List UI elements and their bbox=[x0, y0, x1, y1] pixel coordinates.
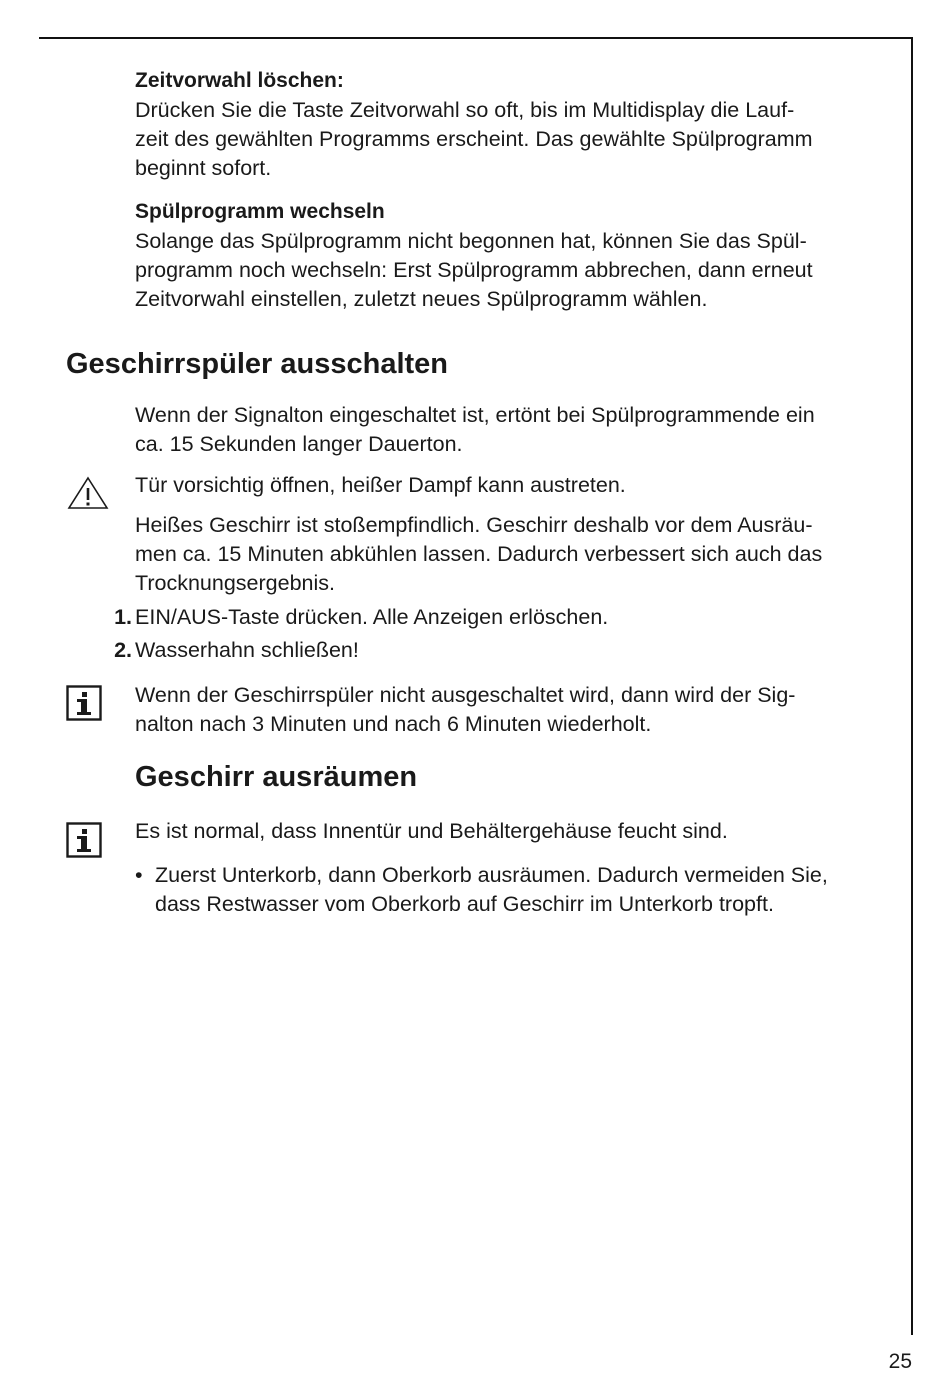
text-line: programm noch wechseln: Erst Spülprogramm abbrechen, dann erneut bbox=[135, 258, 813, 282]
text-line: dass Restwasser vom Oberkorb auf Geschirr im Unterkorb tropft. bbox=[155, 892, 774, 916]
text-line: beginnt sofort. bbox=[135, 156, 272, 180]
info-text-moisture: Es ist normal, dass Innentür und Behältergehäuse feucht sind. bbox=[135, 819, 728, 843]
text-line: Wenn der Geschirrspüler nicht ausgeschaltet wird, dann wird der Sig- bbox=[135, 683, 796, 707]
warning-text: Tür vorsichtig öffnen, heißer Dampf kann austreten. bbox=[135, 473, 626, 497]
text-line: Solange das Spülprogramm nicht begonnen hat, können Sie das Spül- bbox=[135, 229, 807, 253]
step-number: 2. bbox=[114, 638, 132, 662]
text-line: Wenn der Signalton eingeschaltet ist, ertönt bei Spülprogrammende ein bbox=[135, 403, 815, 427]
hot-dishes-text bbox=[135, 511, 822, 598]
top-rule bbox=[39, 37, 913, 39]
text-line: Zuerst Unterkorb, dann Oberkorb ausräumen. Dadurch vermeiden Sie, bbox=[155, 863, 828, 887]
step-text: EIN/AUS-Taste drücken. Alle Anzeigen erlöschen. bbox=[135, 605, 609, 629]
bullet-text bbox=[155, 861, 828, 919]
text-line: zeit des gewählten Programms erscheint. Das gewählte Spülprogramm bbox=[135, 127, 813, 151]
text-line: ca. 15 Sekunden langer Dauerton. bbox=[135, 432, 463, 456]
bullet-marker: • bbox=[135, 863, 143, 887]
info-i-icon bbox=[66, 822, 102, 863]
switch-off-intro bbox=[135, 401, 815, 459]
program-change-text bbox=[135, 227, 813, 314]
text-line: men ca. 15 Minuten abkühlen lassen. Dadurch verbessert sich auch das bbox=[135, 542, 823, 566]
right-rule bbox=[911, 37, 913, 1335]
unload-title: Geschirr ausräumen bbox=[135, 761, 418, 793]
text-line: Drücken Sie die Taste Zeitvorwahl so oft, bis im Multidisplay die Lauf- bbox=[135, 98, 795, 122]
program-change-heading: Spülprogramm wechseln bbox=[135, 200, 385, 223]
zeitvorwahl-text bbox=[135, 96, 813, 183]
info-i-icon bbox=[66, 685, 102, 726]
text-line: nalton nach 3 Minuten und nach 6 Minuten wiederholt. bbox=[135, 712, 652, 736]
page-number: 25 bbox=[888, 1350, 912, 1373]
warning-triangle-icon bbox=[67, 476, 109, 515]
zeitvorwahl-heading: Zeitvorwahl löschen: bbox=[135, 69, 344, 92]
step-text: Wasserhahn schließen! bbox=[135, 638, 359, 662]
text-line: Zeitvorwahl einstellen, zuletzt neues Spülprogramm wählen. bbox=[135, 287, 708, 311]
step-number: 1. bbox=[114, 605, 132, 629]
info-text-signal bbox=[135, 681, 795, 739]
text-line: Trocknungsergebnis. bbox=[135, 571, 335, 595]
text-line: Heißes Geschirr ist stoßempfindlich. Geschirr deshalb vor dem Ausräu- bbox=[135, 513, 813, 537]
switch-off-title: Geschirrspüler ausschalten bbox=[66, 348, 448, 380]
